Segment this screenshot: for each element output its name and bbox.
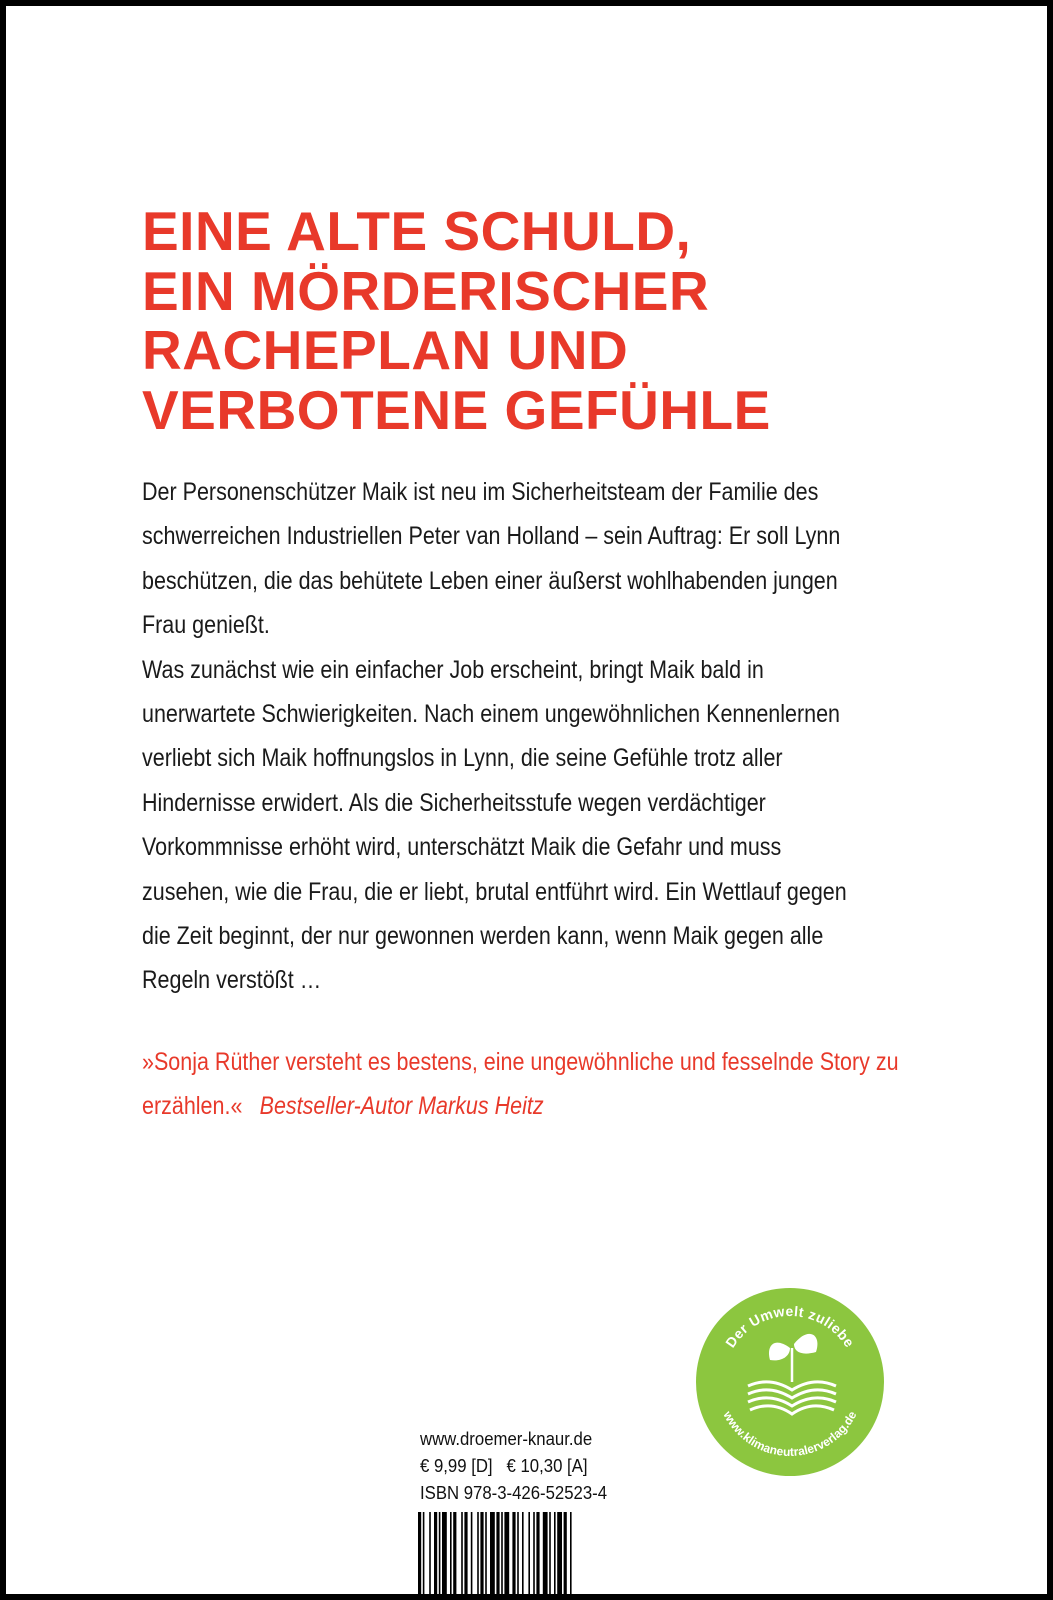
barcode-bar	[490, 1512, 495, 1600]
barcode-bar	[461, 1512, 463, 1600]
quote-attribution: Bestseller-Autor Markus Heitz	[259, 1092, 544, 1121]
barcode-bar	[528, 1512, 530, 1600]
headline-line: EIN MÖRDERISCHER	[142, 259, 710, 322]
barcode-bar	[485, 1512, 487, 1600]
barcode-bar	[512, 1512, 515, 1600]
barcode-bar	[554, 1512, 556, 1600]
barcode-bar	[453, 1512, 456, 1600]
barcode-bar	[480, 1512, 483, 1600]
barcode	[414, 1512, 624, 1600]
quote-text: »Sonja Rüther versteht es bestens, eine ungewöhnliche und fesselnde Story zu erzählen.«	[142, 1048, 899, 1121]
headline-line: VERBOTENE GEFÜHLE	[142, 378, 771, 441]
barcode-bar	[477, 1512, 479, 1600]
barcode-bar	[536, 1512, 539, 1600]
barcode-bar	[439, 1512, 441, 1600]
barcode-bar	[418, 1512, 421, 1600]
blurb-paragraph: Was zunächst wie ein einfacher Job erscheint, bringt Maik bald in unerwartete Schwierigkeiten. Nach einem ungewöhnlichen Kennenlernen verliebt sich Maik hoffnungslos in Lynn, die seine Gefühle trotz aller Hindernisse erwidert. Als die Sicherheitsstufe wegen verdächtiger Vorkommnisse erhöht wird, unterschätzt Maik die Gefahr und muss zusehen, wie die Frau, die er liebt, brutal entführt wird. Ein Wettlauf gegen die Zeit beginnt, der nur gewonnen werden kann, wenn Maik gegen alle Regeln verstößt …	[142, 655, 847, 995]
barcode-bar	[434, 1512, 437, 1600]
blurb-text	[142, 470, 856, 1003]
barcode-bar	[549, 1512, 551, 1600]
barcode-bar	[442, 1512, 447, 1600]
barcode-bar	[543, 1512, 548, 1600]
barcode-bar	[570, 1512, 572, 1600]
quote-block	[142, 1040, 916, 1129]
badge-top-label: Der Umwelt zuliebe	[722, 1302, 858, 1351]
barcode-bar	[464, 1512, 467, 1600]
barcode-bar	[450, 1512, 452, 1600]
barcode-bar	[517, 1512, 519, 1600]
climate-neutral-badge	[694, 1286, 886, 1478]
barcode-bar	[501, 1512, 503, 1600]
barcode-bar	[557, 1512, 562, 1600]
headline-line: EINE ALTE SCHULD,	[142, 200, 692, 262]
price-label: € 9,99 [D] € 10,30 [A]	[420, 1456, 588, 1476]
barcode-bar	[471, 1512, 473, 1600]
headline-line: RACHEPLAN UND	[142, 319, 629, 381]
review-quote	[142, 1040, 916, 1129]
barcode-bar	[423, 1512, 425, 1600]
blurb-paragraph: Der Personenschützer Maik ist neu im Sicherheitsteam der Familie des schwerreichen Industriellen Peter van Holland – sein Auftrag: Er soll Lynn beschützen, die das behütete Leben einer äußerst wohlhabenden jungen Frau genießt.	[142, 478, 841, 640]
barcode-bar	[564, 1512, 567, 1600]
barcode-bar	[522, 1512, 524, 1600]
barcode-bar	[496, 1512, 499, 1600]
headline	[142, 202, 962, 440]
publisher-info	[420, 1426, 625, 1507]
badge-bottom-label: www.klimaneutralerverlag.de	[720, 1408, 860, 1460]
isbn-label: ISBN 978-3-426-52523-4	[420, 1483, 608, 1503]
barcode-bar	[429, 1512, 431, 1600]
barcode-bar	[533, 1512, 535, 1600]
barcode-bar	[504, 1512, 509, 1600]
publisher-website: www.droemer-knaur.de	[420, 1429, 593, 1449]
